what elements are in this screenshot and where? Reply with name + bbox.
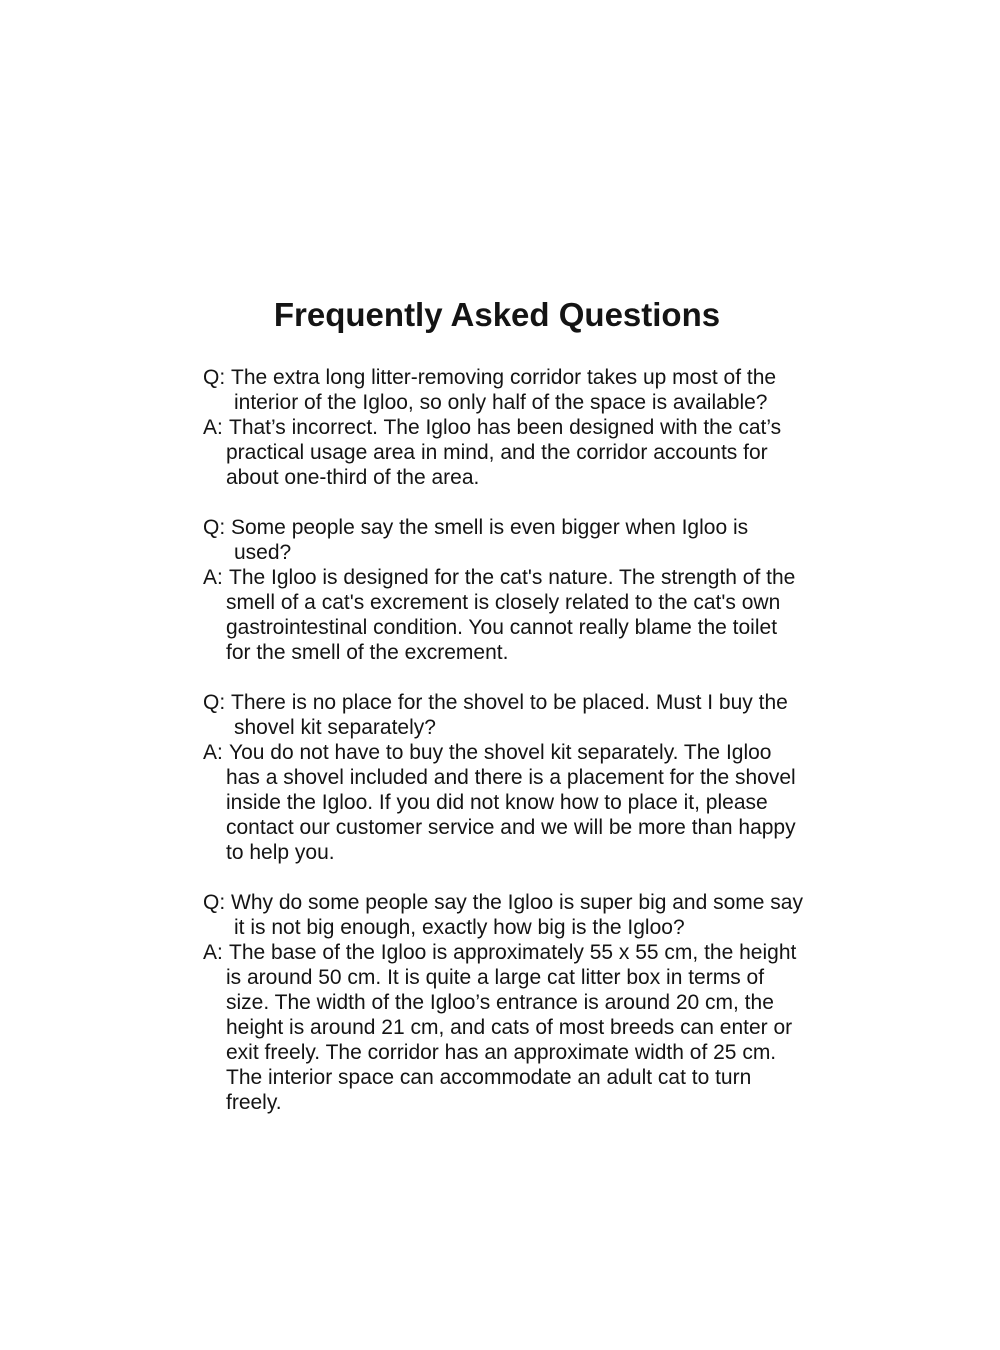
answer-text: You do not have to buy the shovel kit separately. The Igloo	[229, 741, 772, 764]
question-text: The extra long litter-removing corridor takes up most of the	[231, 366, 777, 389]
answer-line	[203, 565, 803, 590]
question-line: used?	[234, 541, 292, 564]
faq-item-4	[203, 890, 803, 1115]
answer-line: The interior space can accommodate an adult cat to turn	[226, 1066, 752, 1089]
question-line: interior of the Igloo, so only half of the space is available?	[234, 391, 768, 414]
answer-line: is around 50 cm. It is quite a large cat litter box in terms of	[226, 966, 765, 989]
question-label: Q:	[203, 516, 226, 539]
faq-item-3	[203, 690, 803, 865]
answer-line: contact our customer service and we will be more than happy	[226, 816, 796, 839]
answer-label: A:	[203, 416, 223, 439]
answer-line: smell of a cat's excrement is closely related to the cat's own	[226, 591, 781, 614]
answer-label: A:	[203, 566, 223, 589]
question-line: shovel kit separately?	[234, 716, 436, 739]
answer-line: for the smell of the excrement.	[226, 641, 509, 664]
question-text: There is no place for the shovel to be placed. Must I buy the	[231, 691, 788, 714]
answer-label: A:	[203, 741, 223, 764]
question-label: Q:	[203, 691, 226, 714]
question-line	[203, 515, 803, 540]
answer-line	[203, 415, 803, 440]
answer-text: The base of the Igloo is approximately 55 x 55 cm, the height	[229, 941, 797, 964]
answer-line: to help you.	[226, 841, 335, 864]
faq-item-1	[203, 365, 803, 490]
question-line	[203, 365, 803, 390]
page-title: Frequently Asked Questions	[273, 296, 721, 333]
question-text: Some people say the smell is even bigger when Igloo is	[231, 516, 749, 539]
question-line	[203, 890, 803, 915]
answer-line: inside the Igloo. If you did not know how to place it, please	[226, 791, 768, 814]
faq-item-2	[203, 515, 803, 665]
answer-line: practical usage area in mind, and the corridor accounts for	[226, 441, 768, 464]
question-label: Q:	[203, 891, 226, 914]
question-label: Q:	[203, 366, 226, 389]
question-line	[203, 690, 803, 715]
answer-line: height is around 21 cm, and cats of most breeds can enter or	[226, 1016, 793, 1039]
answer-text: The Igloo is designed for the cat's nature. The strength of the	[229, 566, 796, 589]
answer-line: about one-third of the area.	[226, 466, 480, 489]
answer-text: That’s incorrect. The Igloo has been designed with the cat’s	[229, 416, 782, 439]
question-text: Why do some people say the Igloo is super big and some say	[231, 891, 803, 914]
answer-line	[203, 940, 803, 965]
question-line: it is not big enough, exactly how big is the Igloo?	[234, 916, 685, 939]
answer-line: exit freely. The corridor has an approximate width of 25 cm.	[226, 1041, 777, 1064]
answer-line: has a shovel included and there is a placement for the shovel	[226, 766, 796, 789]
answer-line	[203, 740, 803, 765]
answer-line: gastrointestinal condition. You cannot really blame the toilet	[226, 616, 778, 639]
answer-label: A:	[203, 941, 223, 964]
answer-line: size. The width of the Igloo’s entrance is around 20 cm, the	[226, 991, 774, 1014]
answer-line: freely.	[226, 1091, 282, 1114]
faq-content	[203, 297, 803, 1140]
